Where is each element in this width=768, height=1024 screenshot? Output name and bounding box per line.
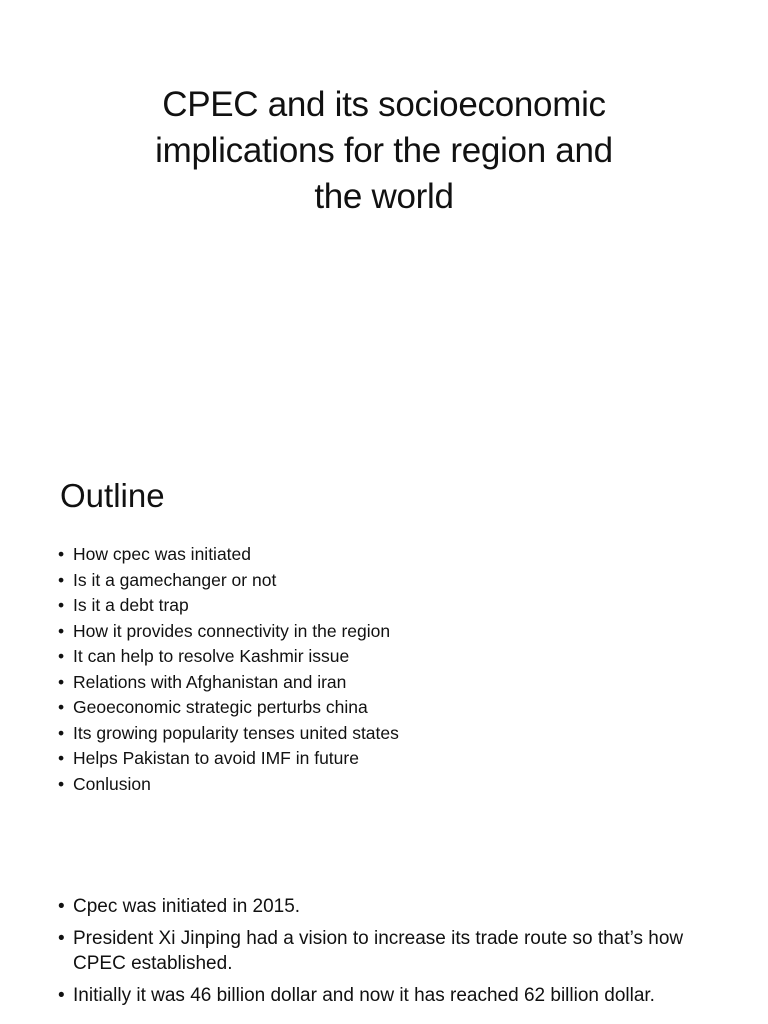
content-item-text: Cpec was initiated in 2015. bbox=[73, 896, 301, 917]
content-item bbox=[58, 894, 708, 919]
content-slide bbox=[0, 864, 768, 1024]
content-item-text: President Xi Jinping had a vision to increase its trade route so that’s how CPEC established. bbox=[73, 928, 684, 974]
bullet-icon: • bbox=[58, 671, 65, 692]
content-list bbox=[58, 894, 708, 1015]
outline-item-text: Relations with Afghanistan and iran bbox=[73, 671, 347, 692]
content-item bbox=[58, 983, 708, 1008]
bullet-icon: • bbox=[58, 544, 65, 564]
outline-heading: Outline bbox=[60, 477, 165, 514]
outline-item-text: Is it a gamechanger or not bbox=[73, 569, 277, 590]
outline-slide bbox=[0, 432, 768, 864]
outline-item bbox=[58, 619, 399, 645]
outline-item bbox=[58, 593, 399, 619]
outline-item bbox=[58, 568, 399, 594]
content-item bbox=[58, 926, 708, 976]
bullet-icon: • bbox=[58, 722, 65, 743]
outline-item bbox=[58, 670, 399, 696]
bullet-icon: • bbox=[58, 697, 65, 717]
outline-item-text: Conlusion bbox=[73, 773, 151, 794]
outline-item-text: Helps Pakistan to avoid IMF in future bbox=[73, 748, 359, 768]
outline-item-text: Is it a debt trap bbox=[73, 595, 189, 615]
bullet-icon: • bbox=[58, 773, 65, 794]
outline-item bbox=[58, 746, 399, 772]
title-slide bbox=[0, 0, 768, 432]
bullet-icon: • bbox=[58, 569, 65, 590]
outline-item bbox=[58, 721, 399, 747]
presentation-title bbox=[100, 82, 668, 220]
outline-item-text: Its growing popularity tenses united states bbox=[73, 722, 399, 743]
bullet-icon: • bbox=[58, 748, 65, 768]
outline-item bbox=[58, 644, 399, 670]
title-line-1: CPEC and its socioeconomic bbox=[162, 85, 606, 124]
title-line-2: implications for the region and bbox=[155, 131, 613, 170]
bullet-icon: • bbox=[58, 985, 65, 1006]
outline-item-text: It can help to resolve Kashmir issue bbox=[73, 646, 350, 666]
content-item-text: Initially it was 46 billion dollar and now it has reached 62 billion dollar. bbox=[73, 985, 655, 1006]
bullet-icon: • bbox=[58, 646, 65, 666]
bullet-icon: • bbox=[58, 896, 65, 917]
outline-item bbox=[58, 695, 399, 721]
outline-item-text: How it provides connectivity in the region bbox=[73, 620, 391, 641]
outline-item-text: Geoeconomic strategic perturbs china bbox=[73, 697, 368, 717]
outline-list bbox=[58, 542, 399, 797]
outline-item-text: How cpec was initiated bbox=[73, 544, 251, 564]
title-line-3: the world bbox=[314, 177, 454, 216]
bullet-icon: • bbox=[58, 595, 65, 615]
bullet-icon: • bbox=[58, 620, 65, 641]
outline-item bbox=[58, 542, 399, 568]
bullet-icon: • bbox=[58, 928, 65, 949]
outline-item bbox=[58, 772, 399, 798]
